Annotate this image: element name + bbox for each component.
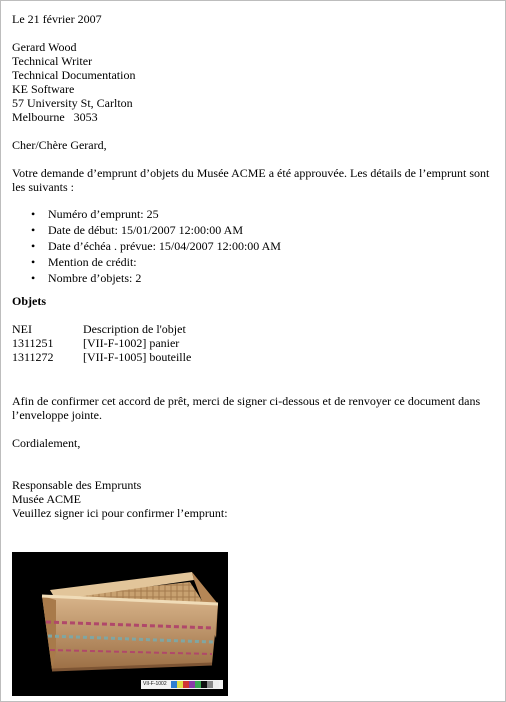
recipient-name: Gerard Wood bbox=[12, 40, 77, 54]
scale-swatch bbox=[213, 681, 219, 688]
letter-date: Le 21 février 2007 bbox=[12, 12, 102, 26]
closing: Cordialement, bbox=[12, 436, 81, 450]
cell-nei: 1311251 bbox=[12, 336, 54, 350]
cell-description: [VII-F-1005] bouteille bbox=[83, 350, 192, 364]
objects-table bbox=[12, 322, 191, 364]
bullet-icon: • bbox=[31, 207, 36, 221]
confirmation-paragraph: Afin de confirmer cet accord de prêt, merci de signer ci-dessous et de renvoyer ce document dans l’enveloppe jointe. bbox=[12, 394, 481, 422]
recipient-street: 57 University St, Carlton bbox=[12, 96, 133, 110]
list-item bbox=[12, 206, 497, 222]
intro-paragraph: Votre demande d’emprunt d’objets du Musée ACME a été approuvée. Les détails de l’emprunt sont les suivants : bbox=[12, 166, 490, 194]
signatory-role: Responsable des Emprunts bbox=[12, 478, 142, 492]
cell-nei: 1311272 bbox=[12, 350, 54, 364]
list-item bbox=[12, 270, 497, 286]
column-header-description: Description de l'objet bbox=[83, 322, 186, 336]
table-row bbox=[12, 336, 191, 350]
column-header-nei: NEI bbox=[12, 322, 32, 336]
detail-text: Date d’échéa . prévue: 15/04/2007 12:00:00 AM bbox=[48, 239, 281, 253]
bullet-icon: • bbox=[31, 271, 36, 285]
basket-photo bbox=[12, 552, 228, 696]
color-scale-bar bbox=[141, 680, 223, 689]
bullet-icon: • bbox=[31, 239, 36, 253]
list-item bbox=[12, 254, 497, 270]
detail-text: Nombre d’objets: 2 bbox=[48, 271, 142, 285]
detail-text: Date de début: 15/01/2007 12:00:00 AM bbox=[48, 223, 243, 237]
recipient-address bbox=[12, 40, 497, 124]
signature-instruction: Veuillez signer ici pour confirmer l’emprunt: bbox=[12, 506, 228, 520]
letter-body bbox=[12, 12, 497, 520]
basket-illustration bbox=[12, 552, 228, 696]
cell-description: [VII-F-1002] panier bbox=[83, 336, 180, 350]
objects-heading: Objets bbox=[12, 294, 46, 308]
loan-details-list bbox=[12, 206, 497, 286]
scale-label: VII-F-1002 bbox=[143, 681, 167, 687]
recipient-title: Technical Writer bbox=[12, 54, 93, 68]
salutation: Cher/Chère Gerard, bbox=[12, 138, 107, 152]
signatory-org: Musée ACME bbox=[12, 492, 81, 506]
table-header-row bbox=[12, 322, 191, 336]
list-item bbox=[12, 222, 497, 238]
detail-text: Numéro d’emprunt: 25 bbox=[48, 207, 159, 221]
bullet-icon: • bbox=[31, 223, 36, 237]
recipient-department: Technical Documentation bbox=[12, 68, 136, 82]
recipient-city: Melbourne 3053 bbox=[12, 110, 98, 124]
recipient-company: KE Software bbox=[12, 82, 75, 96]
detail-text: Mention de crédit: bbox=[48, 255, 137, 269]
list-item bbox=[12, 238, 497, 254]
table-row bbox=[12, 350, 191, 364]
bullet-icon: • bbox=[31, 255, 36, 269]
